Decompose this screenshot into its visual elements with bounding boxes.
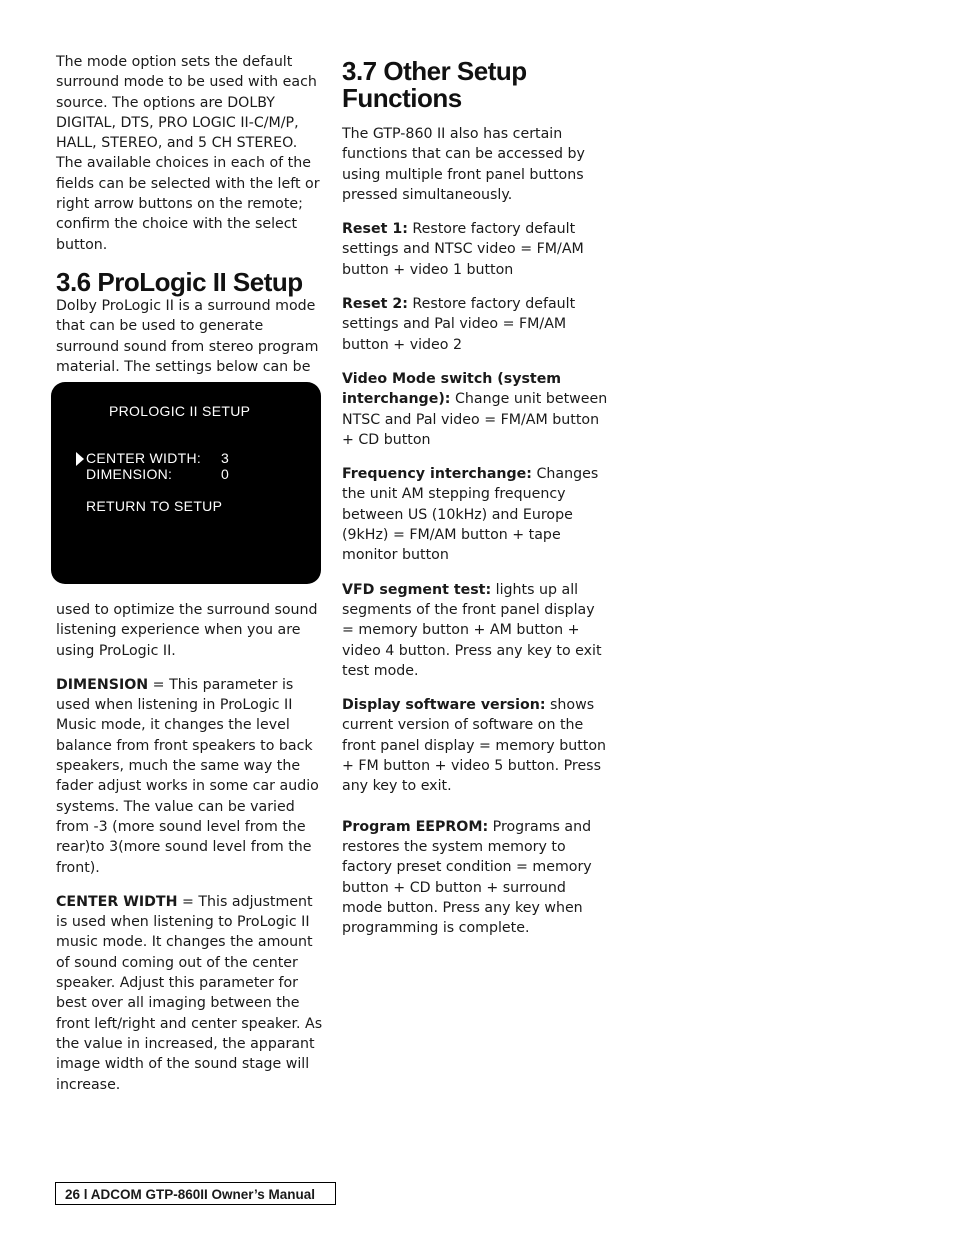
page-footer: 26 l ADCOM GTP-860II Owner’s Manual [55, 1182, 336, 1205]
center-width-paragraph [56, 892, 326, 1095]
center-width-description: = This adjustment is used when listening to ProLogic II music mode. It changes the amount of sound coming out of the center speaker. Adjust this parameter for best over all imaging between the front left/right and center speaker. As the value in increased, the apparant image width of the sound stage will increase. [56, 893, 323, 1093]
osd-return-to-setup: RETURN TO SETUP [86, 498, 223, 514]
function-description: Restore factory default settings and NTSC video = FM/AM button + video 1 button [342, 221, 584, 278]
function-description: shows current version of software on the front panel display = memory button + FM button + video 5 button. Press any key to exit. [342, 697, 606, 795]
prologic-usage-paragraph: used to optimize the surround sound listening experience when you are using ProLogic II. [56, 602, 318, 659]
function-term: Reset 2: [342, 296, 408, 313]
dimension-paragraph [56, 675, 326, 878]
section-3-7-heading: 3.7 Other Setup Functions [342, 56, 527, 113]
function-term: Frequency interchange: [342, 466, 532, 483]
function-description: Changes the unit AM stepping frequency between US (10kHz) and Europe (9kHz) = FM/AM button + tape monitor button [342, 466, 599, 564]
function-description: Restore factory default settings and Pal video = FM/AM button + video 2 [342, 296, 576, 353]
function-item [342, 464, 610, 565]
function-item [342, 369, 610, 450]
function-term: VFD segment test: [342, 581, 492, 598]
function-term: Video Mode switch (system interchange): [342, 370, 562, 408]
mode-option-paragraph: The mode option sets the default surround mode to be used with each source. The options are DOLBY DIGITAL, DTS, PRO LOGIC II-C/M/P, HALL, STEREO, and 5 CH STEREO. The available choices in each of the fields can be selected with the left or right arrow buttons on the remote; confirm the choice with the select button. [56, 54, 320, 253]
function-item [342, 219, 610, 280]
function-description: Programs and restores the system memory to factory preset condition = memory button + CD button + surround mode button. Press any key when programming is complete. [342, 818, 592, 937]
osd-center-width-value: 3 [221, 450, 230, 466]
prologic-intro-paragraph: Dolby ProLogic II is a surround mode that can be used to generate surround sound from stereo program material. The settings below can be [56, 297, 319, 375]
osd-center-width-label: CENTER WIDTH: [86, 450, 202, 466]
dimension-term: DIMENSION [56, 676, 149, 693]
osd-dimension-label: DIMENSION: [86, 466, 173, 482]
section-3-6-heading: 3.6 ProLogic II Setup [56, 266, 303, 297]
selection-cursor-icon [76, 452, 84, 466]
left-column-continued [56, 600, 326, 1095]
function-item [342, 695, 610, 796]
function-term: Program EEPROM: [342, 818, 489, 835]
function-item [342, 294, 610, 355]
function-term: Display software version: [342, 697, 546, 714]
function-term: Reset 1: [342, 221, 408, 238]
function-description: lights up all segments of the front panel display = memory button + AM button + video 4 button. Press any key to exit test mode. [342, 581, 602, 679]
function-description: Change unit between NTSC and Pal video = FM/AM button + CD button [342, 391, 608, 448]
osd-dimension-value: 0 [221, 466, 230, 482]
prologic-setup-osd-screen [51, 382, 321, 584]
other-functions-intro: The GTP-860 II also has certain functions that can be accessed by using multiple front panel buttons pressed simultaneously. [342, 126, 585, 203]
function-item [342, 817, 610, 939]
right-column [342, 52, 610, 938]
osd-title: PROLOGIC II SETUP [109, 403, 251, 419]
dimension-description: = This parameter is used when listening in ProLogic II Music mode, it changes the level balance from front speakers to back speakers, much the same way the fader adjust works in some car audio systems. The value can be varied from -3 (more sound level from the rear)to 3(more sound level from the front). [56, 676, 319, 876]
function-item [342, 580, 610, 681]
left-column [56, 52, 326, 377]
center-width-term: CENTER WIDTH [56, 893, 178, 910]
